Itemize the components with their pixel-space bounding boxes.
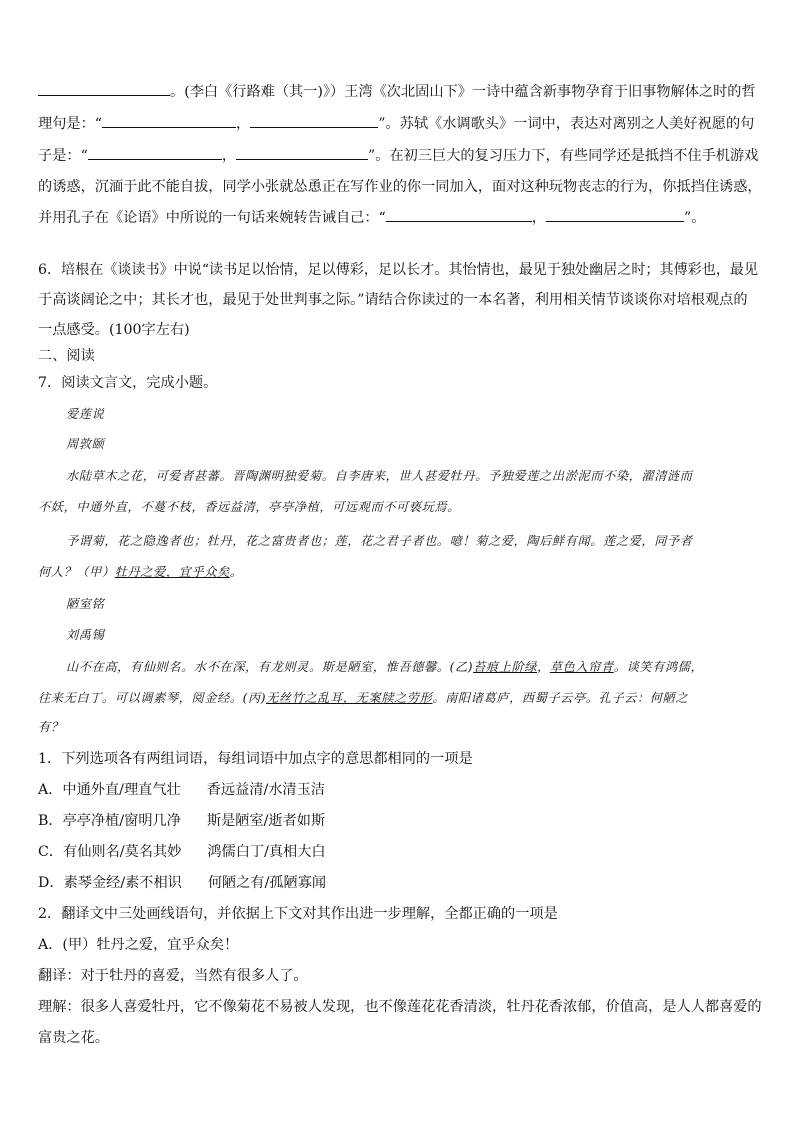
option-text: 鸿儒白丁/真相大白	[207, 844, 326, 860]
q5-text: 子是：“	[38, 148, 88, 164]
sub1-option-c[interactable]	[38, 842, 326, 862]
poem-text: 。谈笑有鸿儒，	[613, 660, 704, 674]
poem2-line3: 有？	[38, 720, 64, 734]
poem-text: 往来无白丁。可以调素琴，阅金经。(丙)	[38, 691, 267, 705]
q5-text: ”。	[683, 210, 706, 226]
option-text: D．素琴金经/素不相识	[38, 875, 182, 891]
option-text: C．有仙则名/莫名其妙	[38, 844, 182, 860]
option-text: A．中通外直/理直气壮	[38, 782, 181, 798]
poem1-title: 爱莲说	[66, 407, 105, 421]
poem-text: 何人？（甲）	[38, 565, 115, 579]
q5-text: ，	[221, 148, 237, 164]
poem1-para2-line2	[38, 562, 243, 582]
q6-line-3: 一点感受。(100字左右)	[38, 322, 190, 338]
q5-text: ，	[236, 116, 251, 132]
answer-blank[interactable]	[38, 81, 170, 96]
sub2-option-a[interactable]: A．(甲）牡丹之爱，宜乎众矣！	[38, 937, 239, 953]
poem1-para1-line1: 水陆草木之花，可爱者甚蕃。晋陶渊明独爱菊。自李唐来，世人甚爱牡丹。予独爱莲之出淤泥而不染，濯清涟而	[66, 469, 693, 483]
underlined-sentence-bing: 无丝竹之乱耳，无案牍之劳形	[266, 691, 433, 705]
sub1-option-b[interactable]	[38, 811, 325, 831]
q5-line-5	[38, 207, 705, 228]
answer-blank[interactable]	[546, 207, 684, 222]
q5-text: 并用孔子在《论语》中所说的一句话来婉转告诫自己：“	[38, 210, 386, 226]
answer-blank[interactable]	[250, 113, 378, 128]
section-title: 二、阅读	[38, 348, 95, 364]
poem2-author: 刘禹锡	[66, 628, 105, 642]
answer-blank[interactable]	[102, 113, 236, 128]
option-text: 香远益清/水清玉洁	[206, 782, 325, 798]
underlined-sentence-yi-1: 苔痕上阶绿	[473, 660, 538, 674]
q5-text: 理句是：“	[38, 116, 103, 132]
answer-blank[interactable]	[236, 145, 368, 160]
underlined-sentence-jia: 牡丹之爱，宜乎众矣	[114, 565, 230, 579]
underlined-sentence-yi-2: 草色入帘青	[549, 660, 614, 674]
answer-blank[interactable]	[88, 145, 222, 160]
q5-line-4: 的诱惑，沉湎于此不能自拔，同学小张就怂恿正在写作业的你一同加入，面对这种玩物丧志的行为，你抵挡住诱惑，	[38, 179, 762, 195]
answer-blank[interactable]	[386, 207, 532, 222]
option-text: B．亭亭净植/窗明几净	[38, 813, 181, 829]
q6-line-2: 于高谈阔论之中；其长才也，最见于处世判事之际。”请结合你读过的一本名著，利用相关情节谈谈你对培根观点的	[38, 292, 748, 308]
option-text: 何陋之有/孤陋寡闻	[207, 875, 327, 891]
q5-line-3	[38, 145, 758, 166]
poem1-author: 周敦颐	[66, 437, 105, 451]
sub1-stem: 1．下列选项各有两组词语，每组词语中加点字的意思都相同的一项是	[38, 751, 473, 767]
q5-line-2	[38, 113, 754, 134]
q7-title: 7．阅读文言文，完成小题。	[38, 375, 218, 391]
sub2-understanding-line2: 富贵之花。	[38, 1030, 109, 1046]
poem2-title: 陋室铭	[66, 597, 105, 611]
sub2-stem: 2．翻译文中三处画线语句，并依据上下文对其作出进一步理解，全都正确的一项是	[38, 906, 558, 922]
q5-line-1	[38, 81, 756, 102]
poem2-line2	[38, 688, 688, 708]
sub2-translation: 翻译：对于牡丹的喜爱，当然有很多人了。	[38, 968, 308, 984]
poem1-para2-line1: 予谓菊，花之隐逸者也；牡丹，花之富贵者也；莲，花之君子者也。噫！菊之爱，陶后鲜有闻。莲之爱，同予者	[66, 534, 693, 548]
poem-text: 。南阳诸葛庐，西蜀子云亭。孔子云：何陋之	[432, 691, 689, 705]
poem-text: 。	[229, 565, 243, 579]
poem2-line1	[66, 657, 703, 677]
q5-text: ”。在初三巨大的复习压力下，有些同学还是抵挡不住手机游戏	[368, 148, 759, 164]
sub1-option-d[interactable]	[38, 873, 326, 893]
poem-text: 山不在高，有仙则名。水不在深，有龙则灵。斯是陋室，惟吾德馨。(乙)	[66, 660, 474, 674]
sub1-option-a[interactable]	[38, 780, 325, 800]
sub2-understanding-line1: 理解：很多人喜爱牡丹，它不像菊花不易被人发现，也不像莲花花香清淡，牡丹花香浓郁，价值高，是人人都喜爱的	[38, 999, 762, 1015]
q5-text: 。(李白《行路难（其一)》）王湾《次北固山下》一诗中蕴含新事物孕育于旧事物解体之时的哲	[170, 84, 756, 100]
poem-text: ，	[537, 660, 550, 674]
poem1-para1-line2: 不妖，中通外直，不蔓不枝，香远益清，亭亭净植，可远观而不可亵玩焉。	[38, 500, 460, 514]
q5-text: ，	[531, 210, 546, 226]
option-text: 斯是陋室/逝者如斯	[206, 813, 326, 829]
q6-line-1: 6．培根在《谈读书》中说“读书足以怡情，足以傅彩，足以长才。其怡情也，最见于独处幽居之时；其傅彩也，最见	[38, 262, 759, 278]
q5-text: ”。苏轼《水调歌头》一词中，表达对离别之人美好祝愿的句	[378, 116, 755, 132]
